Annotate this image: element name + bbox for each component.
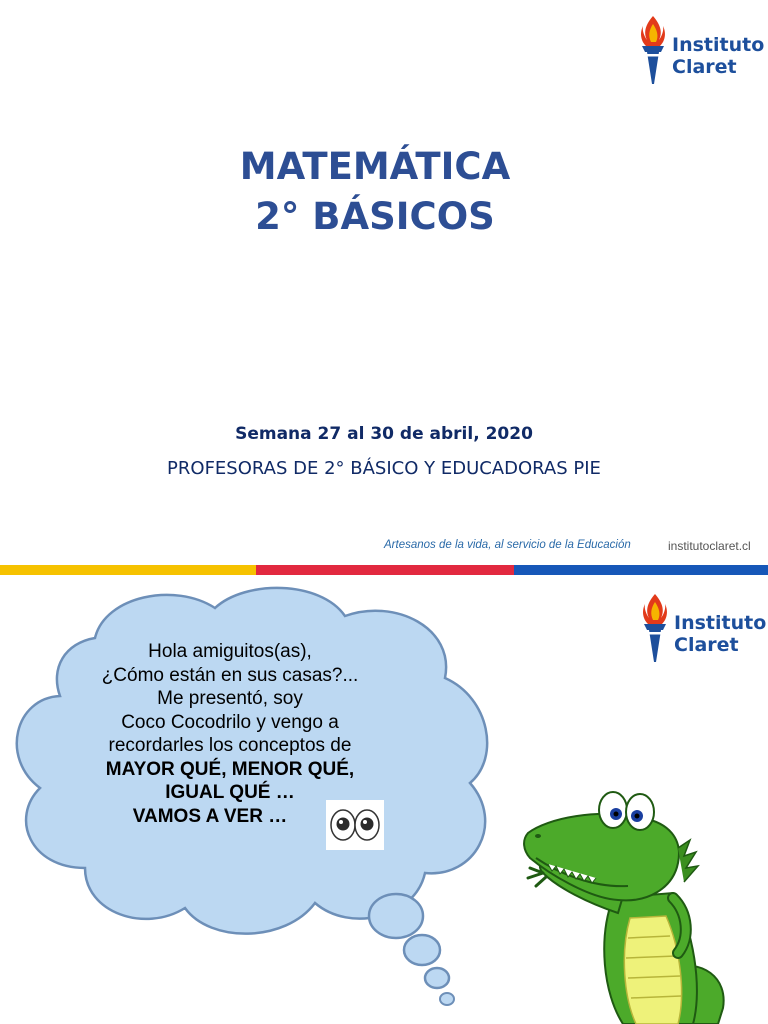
website-link[interactable]: institutoclaret.cl [668,539,751,553]
torch-icon [640,592,670,666]
logo-brand-text: Instituto Claret [672,34,765,78]
stripe-red [256,565,514,575]
stripe-yellow [0,565,256,575]
speech-bold-line: IGUAL QUÉ … [165,782,295,803]
speech-bold-line: MAYOR QUÉ, MENOR QUÉ, [105,758,355,780]
speech-line: ¿Cómo están en sus casas?... [101,664,359,686]
crocodile-icon [518,778,748,1024]
stripe-blue [514,565,768,575]
institute-logo [638,14,768,94]
speech-line: Hola amiguitos(as), [148,641,312,662]
logo-brand-text: Instituto Claret [674,612,767,656]
speech-line: Coco Cocodrilo y vengo a [121,711,339,733]
teachers-line: PROFESORAS DE 2° BÁSICO Y EDUCADORAS PIE [167,458,601,479]
eyes-emoji-icon [326,800,384,850]
page-subtitle: 2° BÁSICOS [255,195,495,238]
torch-icon [638,14,668,88]
tagline: Artesanos de la vida, al servicio de la Educación [384,539,631,551]
week-dates: Semana 27 al 30 de abril, 2020 [235,424,533,444]
institute-logo [640,592,768,672]
speech-line: recordarles los conceptos de [108,735,352,756]
speech-bold-line: VAMOS A VER … [132,805,288,827]
speech-line: Me presentó, soy [157,688,303,709]
page-title: MATEMÁTICA [239,145,511,188]
